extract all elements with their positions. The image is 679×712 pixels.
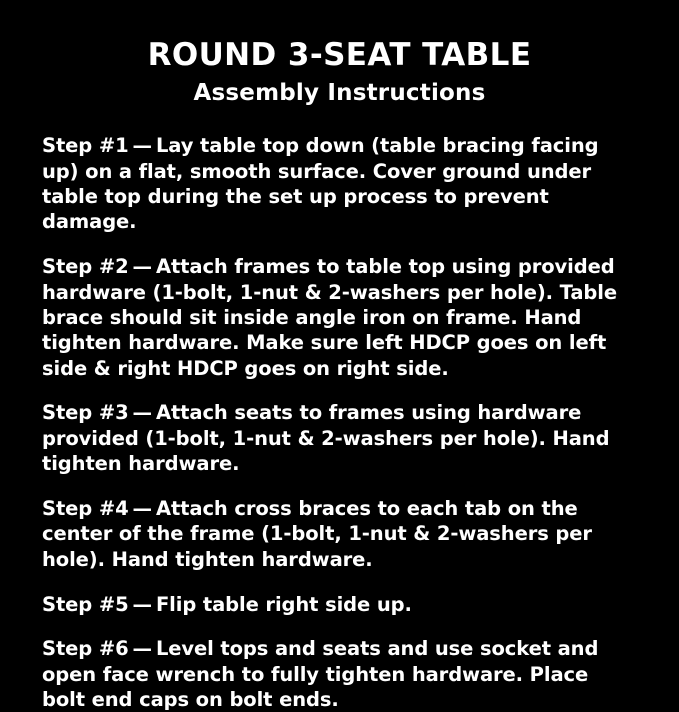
step-text: Lay table top down (table bracing facing up) on a flat, smooth surface. Cover ground under table top during the set up process to prevent damage.: [42, 134, 599, 234]
step-label: Step #5: [42, 592, 129, 616]
page-subtitle: Assembly Instructions: [193, 80, 486, 107]
step-label: Step #6: [42, 637, 129, 661]
step-text: Attach frames to table top using provided hardware (1-bolt, 1-nut & 2-washers per hole). Table brace should sit inside angle iron on frame. Hand tighten hardware. Make sure left HDCP goes on left side & right HDCP goes on right side.: [42, 255, 617, 380]
step-label: Step #4: [42, 497, 129, 521]
step-item: [42, 592, 637, 617]
step-text: Level tops and seats and use socket and open face wrench to fully tighten hardware. Place bolt end caps on bolt ends.: [42, 637, 599, 712]
step-text: Flip table right side up.: [155, 592, 412, 616]
step-dash: —: [132, 497, 152, 521]
page-title: ROUND 3-SEAT TABLE: [147, 37, 532, 73]
step-text: Attach seats to frames using hardware provided (1-bolt, 1-nut & 2-washers per hole). Hand tighten hardware.: [42, 401, 610, 476]
step-item: [42, 636, 637, 712]
step-item: [42, 254, 637, 381]
steps-list: [42, 133, 637, 712]
step-label: Step #3: [42, 401, 129, 425]
step-item: [42, 133, 637, 234]
step-label: Step #2: [42, 255, 129, 279]
step-dash: —: [132, 134, 152, 158]
step-dash: —: [132, 637, 152, 661]
step-label: Step #1: [42, 134, 129, 158]
step-dash: —: [132, 592, 152, 616]
step-item: [42, 400, 637, 476]
step-item: [42, 496, 637, 572]
step-dash: —: [132, 401, 152, 425]
step-dash: —: [132, 255, 152, 279]
step-text: Attach cross braces to each tab on the center of the frame (1-bolt, 1-nut & 2-washers per hole). Hand tighten hardware.: [42, 497, 592, 571]
